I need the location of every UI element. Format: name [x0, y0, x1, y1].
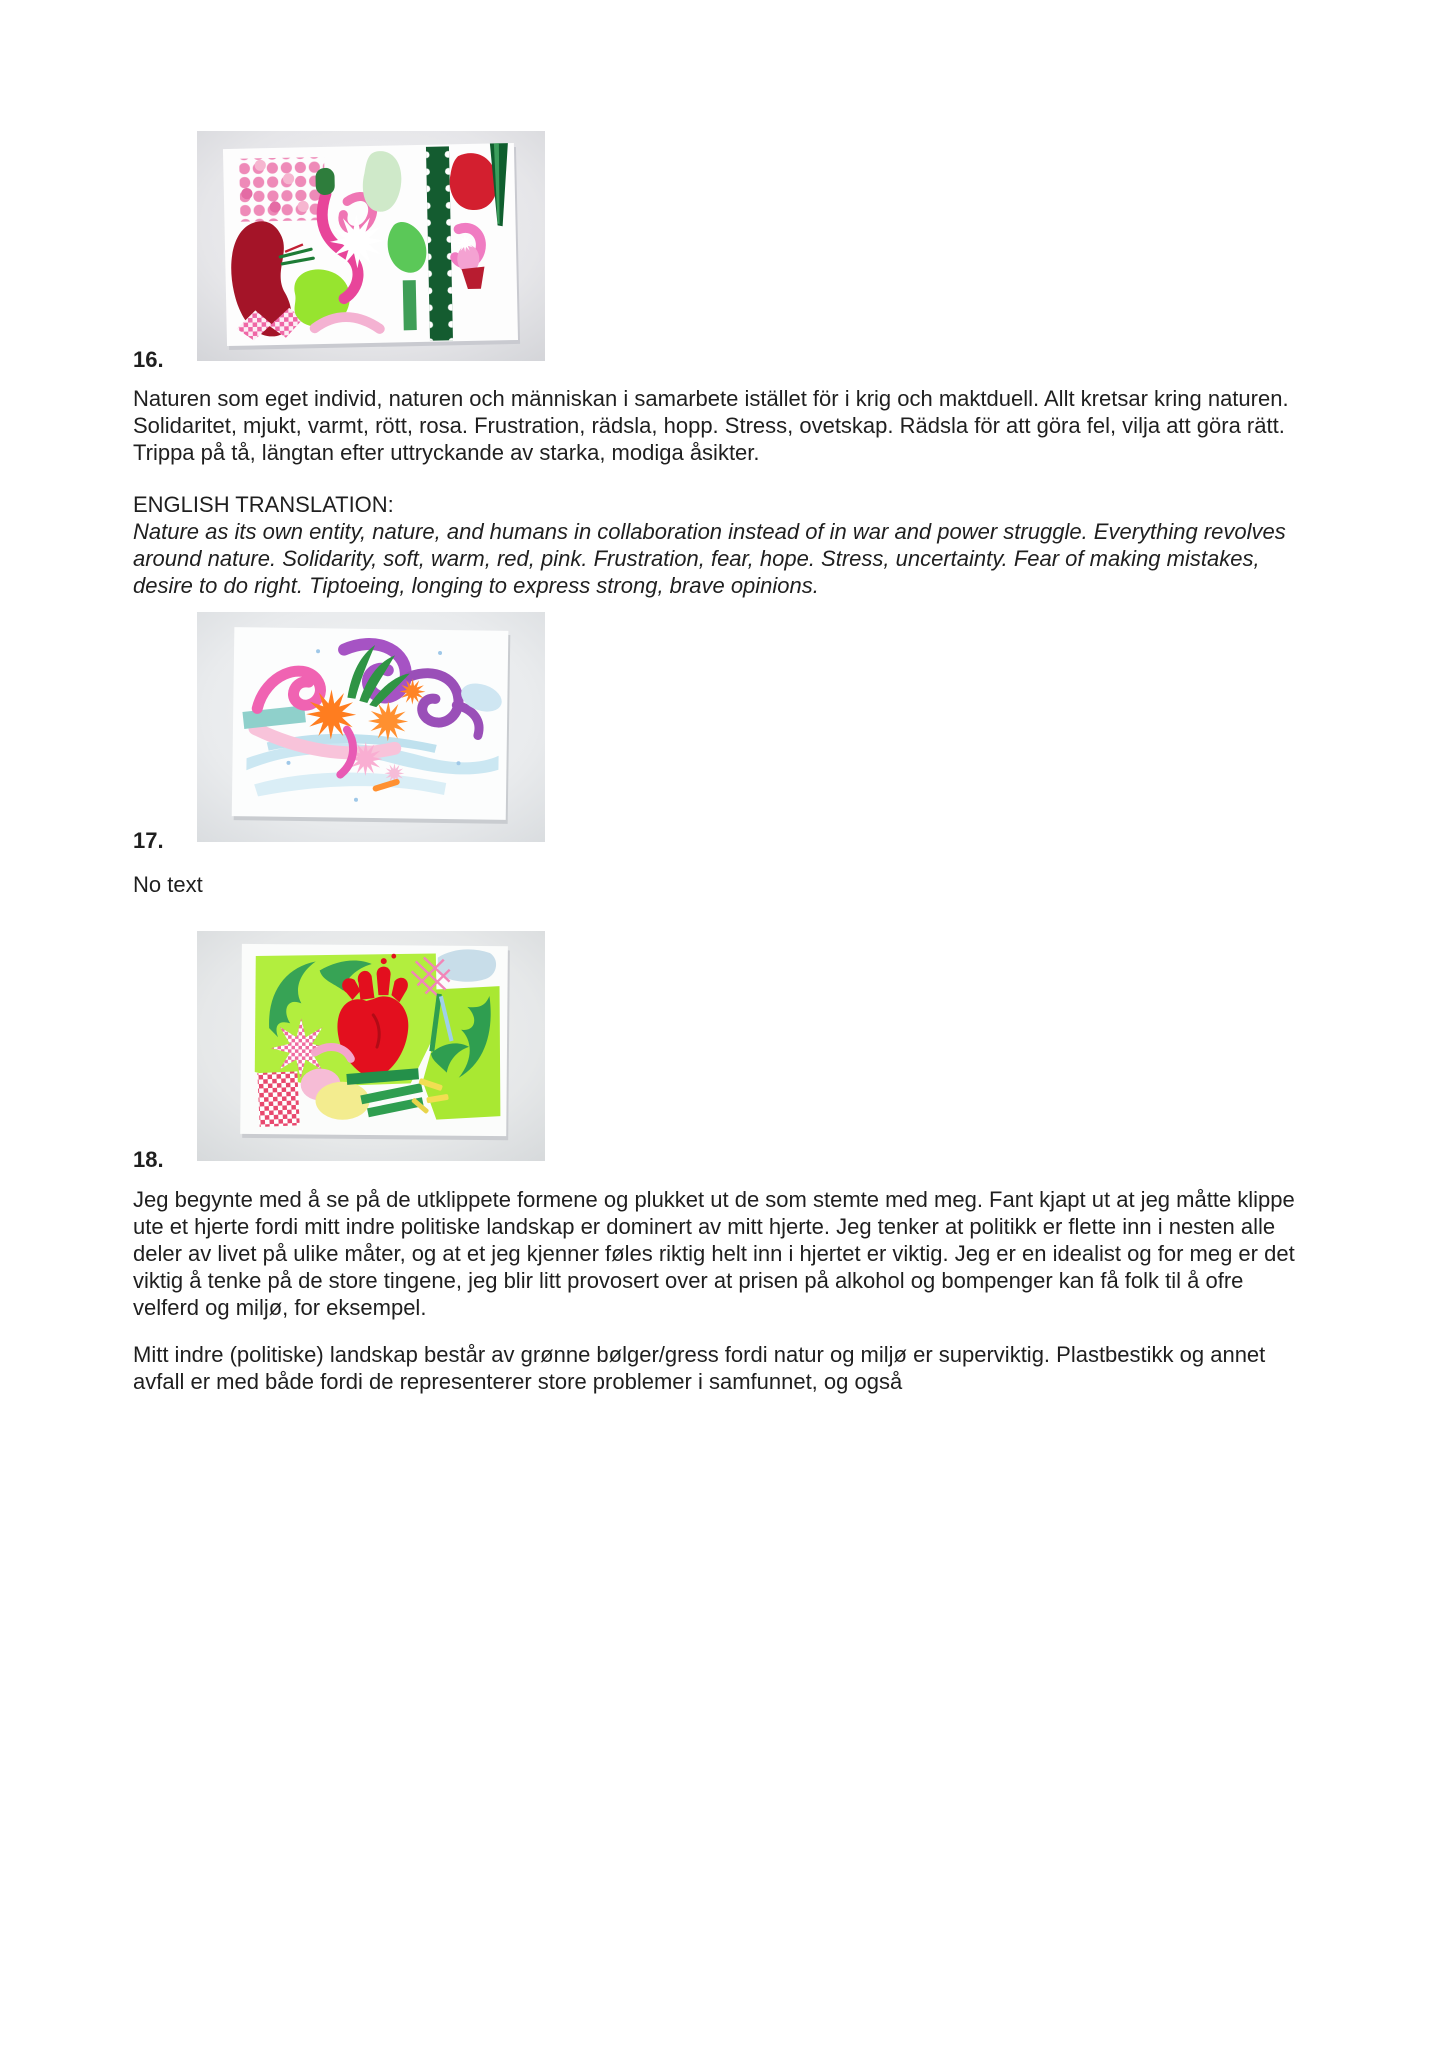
- description-18-paragraph-2: Mitt indre (politiske) landskap består av grønne bølger/gress fordi natur og miljø er superviktig. Plastbestikk og annet avfall er med både fordi de representerer store problemer i samfunnet, og også: [133, 1342, 1266, 1394]
- collage-image-17: [197, 612, 545, 842]
- description-18-paragraph-1: Jeg begynte med å se på de utklippete formene og plukket ut de som stemte med meg. Fant kjapt ut at jeg måtte klippe ute et hjerte fordi mitt indre politiske landskap er dominert av mitt hjerte. Jeg tenker at politikk er flette inn i nesten alle deler av livet på ulike måter, og at et jeg kjenner føles riktig helt inn i hjertet er viktig. Jeg er en idealist og for meg er det viktig å tenke på de store tingene, jeg blir litt provosert over at prisen på alkohol og bompenger kan få folk til å ofre velferd og miljø, for eksempel.: [133, 1187, 1295, 1320]
- figure-number-16: 16.: [133, 347, 164, 372]
- description-16: Naturen som eget individ, naturen och människan i samarbete istället för i krig och maktduell. Allt kretsar kring naturen. Solidaritet, mjukt, varmt, rött, rosa. Frustration, rädsla, hopp. Stress, ovetskap. Rädsla för att göra fel, vilja att göra rätt. Trippa på tå, längtan efter uttryckande av starka, modiga åsikter.: [133, 386, 1289, 465]
- collage-photo-17: [197, 612, 545, 842]
- translation-heading-16: ENGLISH TRANSLATION:: [133, 492, 394, 517]
- document-content: [0, 131, 1447, 1395]
- collage-photo-18: [197, 931, 545, 1161]
- description-17: No text: [133, 872, 203, 897]
- figure-number-18: 18.: [133, 1147, 164, 1172]
- collage-image-18: [197, 931, 545, 1161]
- translation-16: Nature as its own entity, nature, and humans in collaboration instead of in war and power struggle. Everything revolves around nature. Solidarity, soft, warm, red, pink. Frustration, fear, hope. Stress, uncertainty. Fear of making mistakes, desire to do right. Tiptoeing, longing to express strong, brave opinions.: [133, 519, 1286, 598]
- collage-image-16: [197, 131, 545, 361]
- collage-photo-16: [197, 131, 545, 361]
- figure-number-17: 17.: [133, 828, 164, 853]
